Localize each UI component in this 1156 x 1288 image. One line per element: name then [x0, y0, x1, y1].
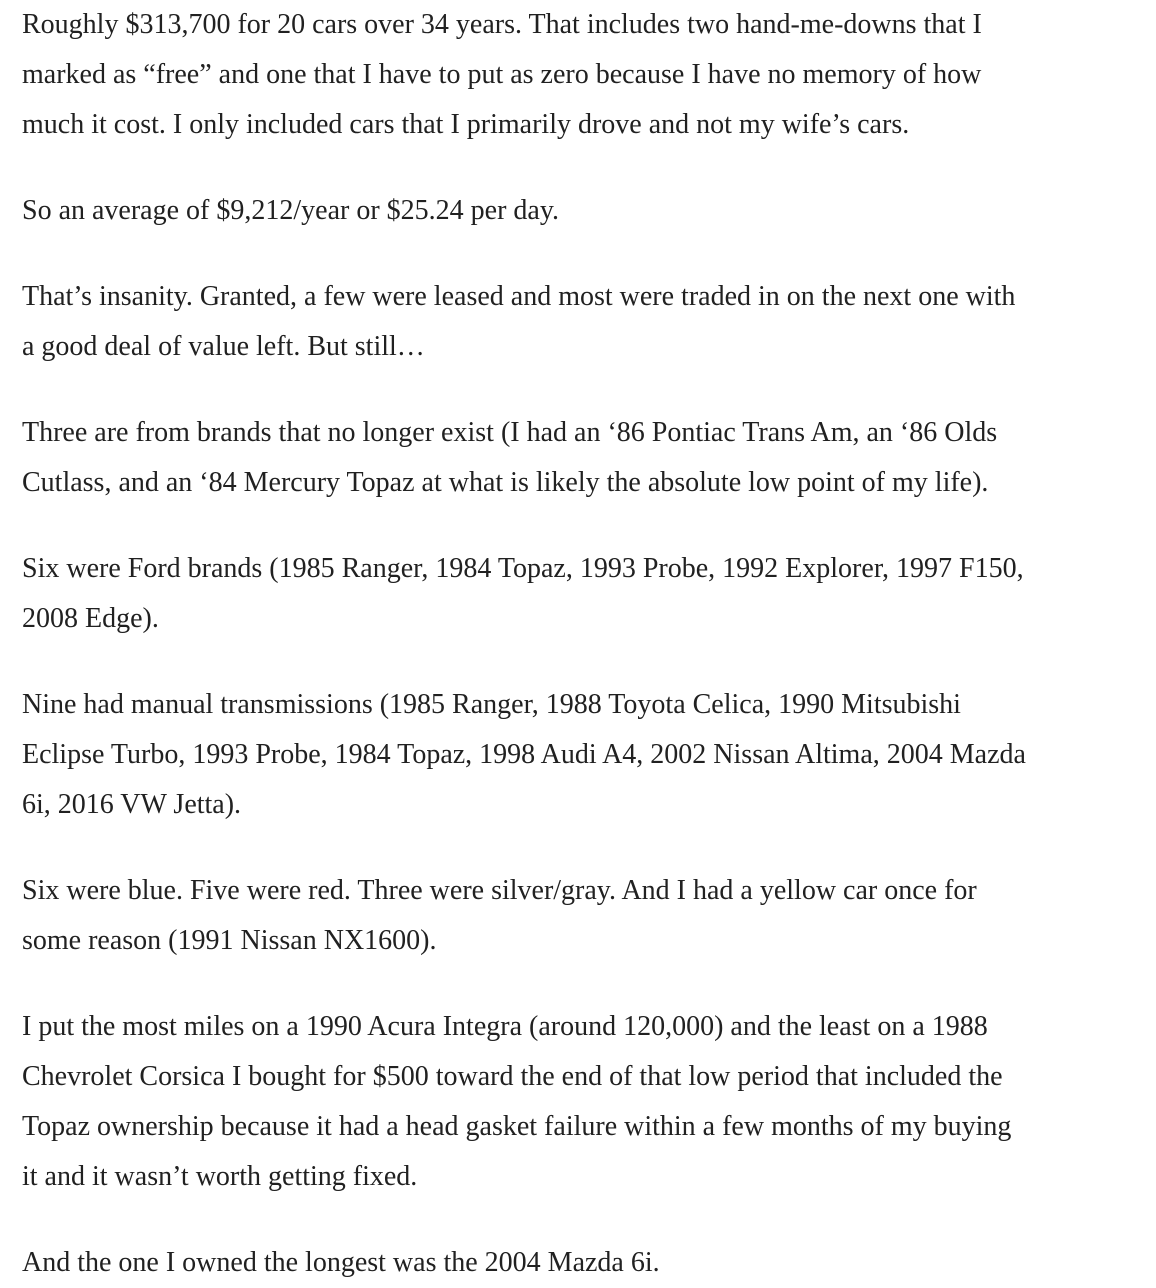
paragraph — [22, 272, 1156, 372]
article-text-line: a good deal of value left. But still… — [22, 331, 425, 362]
article-text-line: marked as “free” and one that I have to put as zero because I have no memory of how — [22, 59, 982, 90]
article-text-line: some reason (1991 Nissan NX1600). — [22, 925, 437, 956]
article-text-line: Cutlass, and an ‘84 Mercury Topaz at what is likely the absolute low point of my life). — [22, 467, 989, 498]
article-text-line: Nine had manual transmissions (1985 Ranger, 1988 Toyota Celica, 1990 Mitsubishi — [22, 689, 961, 720]
article-text-line: it and it wasn’t worth getting fixed. — [22, 1161, 418, 1192]
article-text-line: much it cost. I only included cars that I primarily drove and not my wife’s cars. — [22, 109, 910, 140]
article-text-line: 2008 Edge). — [22, 603, 159, 634]
paragraph — [22, 680, 1156, 830]
article-text-line: So an average of $9,212/year or $25.24 per day. — [22, 195, 560, 226]
article-text-line: 6i, 2016 VW Jetta). — [22, 789, 242, 820]
paragraph — [22, 1238, 1156, 1288]
article-text-line: Six were Ford brands (1985 Ranger, 1984 Topaz, 1993 Probe, 1992 Explorer, 1997 F150, — [22, 553, 1024, 584]
article-text-line: And the one I owned the longest was the 2004 Mazda 6i. — [22, 1247, 660, 1278]
paragraph — [22, 0, 1156, 150]
article-text-line: Topaz ownership because it had a head gasket failure within a few months of my buying — [22, 1111, 1012, 1142]
article-text-line: That’s insanity. Granted, a few were leased and most were traded in on the next one with — [22, 281, 1016, 312]
article-text-line: Eclipse Turbo, 1993 Probe, 1984 Topaz, 1998 Audi A4, 2002 Nissan Altima, 2004 Mazda — [22, 739, 1026, 770]
article-text-line: Three are from brands that no longer exist (I had an ‘86 Pontiac Trans Am, an ‘86 Olds — [22, 417, 998, 448]
article-text-line: Chevrolet Corsica I bought for $500 toward the end of that low period that included the — [22, 1061, 1003, 1092]
article-text-line: I put the most miles on a 1990 Acura Integra (around 120,000) and the least on a 1988 — [22, 1011, 988, 1042]
article-text-line: Roughly $313,700 for 20 cars over 34 years. That includes two hand-me-downs that I — [22, 9, 982, 40]
paragraph — [22, 186, 1156, 236]
paragraph — [22, 544, 1156, 644]
paragraph — [22, 408, 1156, 508]
paragraph — [22, 866, 1156, 966]
paragraph — [22, 1002, 1156, 1202]
article-text-line: Six were blue. Five were red. Three were silver/gray. And I had a yellow car once for — [22, 875, 977, 906]
